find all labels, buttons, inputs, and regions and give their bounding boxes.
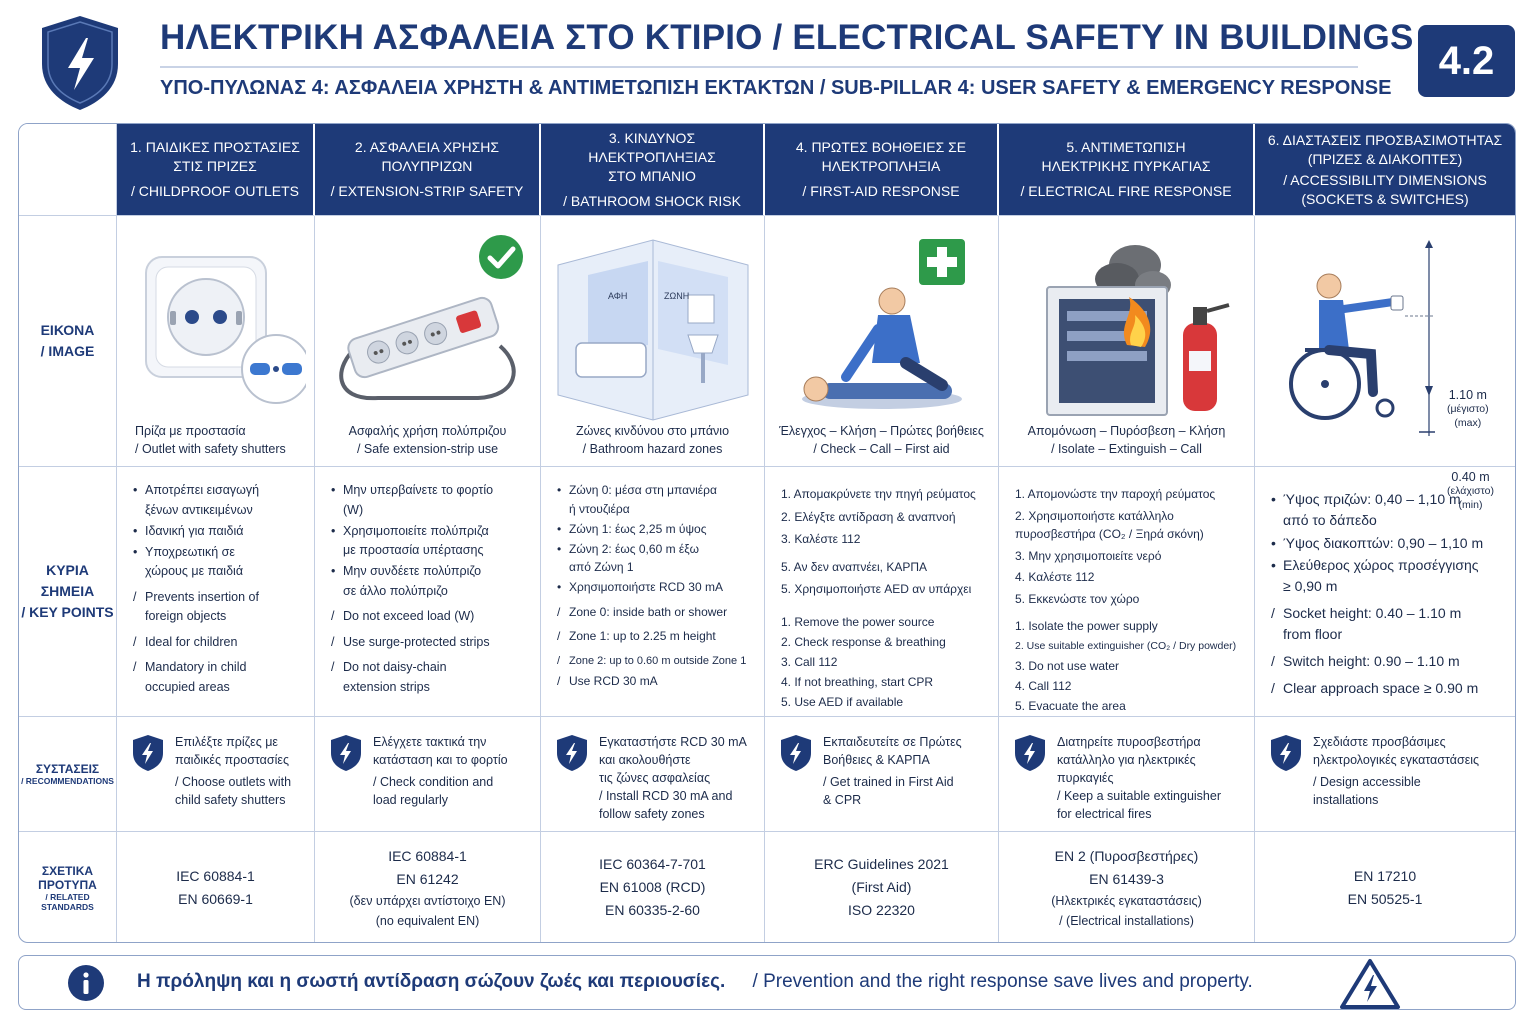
step-item-en: 3. Call 112	[781, 654, 838, 669]
step-item: 5. Αν δεν αναπνέει, ΚΑΡΠΑ	[781, 559, 928, 574]
recommendation-extension-strip	[315, 717, 541, 832]
svg-text:ΑΦΗ: ΑΦΗ	[607, 291, 627, 301]
step-item: 5. Εκκενώστε τον χώρο	[1015, 591, 1140, 606]
image-caption-en: / Outlet with safety shutters	[135, 442, 286, 456]
step-item-en: 1. Isolate the power supply	[1015, 619, 1158, 633]
key-point-en: / Zone 2: up to 0.60 m outside Zone 1	[557, 652, 754, 671]
key-point: • Ύψος διακοπτών: 0,90 – 1,10 m	[1271, 533, 1505, 554]
standard-item: ISO 22320	[848, 902, 915, 918]
image-caption-en: / Isolate – Extinguish – Call	[1051, 442, 1202, 456]
column-header-en: / FIRST-AID RESPONSE	[802, 183, 960, 199]
key-point: • Ζώνη 2: έως 0,60 m έξω από Ζώνη 1	[557, 540, 754, 577]
column-header-en: / ACCESSIBILITY DIMENSIONS (SOCKETS & SWITCHES)	[1283, 171, 1487, 207]
section-number-badge: 4.2	[1418, 25, 1515, 97]
image-caption-en: / Bathroom hazard zones	[582, 442, 723, 456]
column-header-gr: 2. ΑΣΦΑΛΕΙΑ ΧΡΗΣΗΣ ΠΟΛΥΠΡΙΖΩΝ	[354, 139, 500, 174]
image-caption-gr: Ασφαλής χρήση πολύπριζου	[348, 424, 507, 438]
table-corner	[19, 124, 117, 216]
row-label-recommendations	[19, 717, 117, 832]
key-point-en: / Use surge-protected strips	[331, 633, 530, 653]
step-item-en: 4. Call 112	[1015, 679, 1072, 693]
recommendation-en: / Get trained in First Aid & CPR	[823, 775, 954, 807]
recommendation-electrical-fire	[999, 717, 1255, 832]
page-subtitle: ΥΠΟ-ΠΥΛΩΝΑΣ 4: ΑΣΦΑΛΕΙΑ ΧΡΗΣΤΗ & ΑΝΤΙΜΕΤΩΠΙΣΗ ΕΚΤΑΚΤΩΝ / SUB-PILLAR 4: USER SAFETY & EMERGENCY RESPONSE	[160, 77, 1392, 99]
image-caption-en: / Check – Call – First aid	[813, 442, 950, 456]
image-caption-gr: Ζώνες κινδύνου στο μπάνιο	[575, 424, 730, 438]
step-item: 2. Χρησιμοποιήστε κατάλληλο πυροσβεστήρα (CO₂ / Ξηρά σκόνη)	[1015, 508, 1204, 541]
standard-item: EN 61439-3	[1089, 870, 1164, 887]
key-point-en: / Zone 1: up to 2.25 m height	[557, 627, 754, 646]
step-item-en: 2. Check response & breathing	[781, 634, 946, 649]
page-title: ΗΛΕΚΤΡΙΚΗ ΑΣΦΑΛΕΙΑ ΣΤΟ ΚΤΙΡΙΟ / ELECTRICAL SAFETY IN BUILDINGS	[160, 18, 1414, 57]
column-header-electrical-fire	[999, 124, 1255, 216]
key-point: • Ιδανική για παιδιά	[133, 522, 304, 542]
shield-bolt-icon	[131, 734, 165, 772]
key-point-en: / Ideal for children	[133, 633, 304, 653]
image-cell-outlet	[117, 216, 315, 467]
step-item-en: 5. Evacuate the area	[1015, 699, 1126, 713]
standards-electrical-fire	[999, 832, 1255, 943]
key-points-bathroom	[541, 467, 765, 717]
key-point: • Ύψος πριζών: 0,40 – 1,10 m από το δάπεδο	[1271, 489, 1505, 531]
column-header-gr: 6. ΔΙΑΣΤΑΣΕΙΣ ΠΡΟΣΒΑΣΙΜΟΤΗΤΑΣ (ΠΡΙΖΕΣ & ΔΙΑΚΟΠΤΕΣ)	[1267, 131, 1503, 167]
standards-extension-strip	[315, 832, 541, 943]
footer-message-en: / Prevention and the right response save lives and property.	[752, 971, 1253, 992]
key-point-en: / Do not daisy-chain extension strips	[331, 658, 530, 697]
min-height-label-en: (min)	[1458, 499, 1483, 511]
standard-item: EN 2 (Πυροσβεστήρες)	[1054, 847, 1199, 864]
recommendation-gr: Εκπαιδευτείτε σε Πρώτες Βοήθειες & ΚΑΡΠΑ	[823, 735, 962, 767]
column-header-gr: 5. ΑΝΤΙΜΕΤΩΠΙΣΗ ΗΛΕΚΤΡΙΚΗΣ ΠΥΡΚΑΓΙΑΣ	[1041, 139, 1211, 174]
standard-item: EN 61242	[396, 870, 459, 887]
step-item: 3. Καλέστε 112	[781, 532, 861, 546]
footer-message-gr: Η πρόληψη και η σωστή αντίδραση σώζουν ζωές και περιουσίες.	[137, 971, 726, 992]
row-label-en: / IMAGE	[40, 343, 95, 359]
standard-item: EN 17210	[1353, 867, 1417, 884]
cpr-illustration	[782, 281, 982, 421]
standards-bathroom	[541, 832, 765, 943]
recommendation-en: / Design accessible installations	[1313, 775, 1421, 807]
min-height-label-gr: (ελάχιστο)	[1447, 485, 1494, 497]
title-divider	[160, 66, 1358, 68]
shield-bolt-logo-icon	[38, 14, 122, 112]
key-point-en: / Prevents insertion of foreign objects	[133, 588, 304, 627]
safety-table	[18, 123, 1516, 943]
step-item-en: 4. If not breathing, start CPR	[781, 674, 934, 689]
image-cell-first-aid	[765, 216, 999, 467]
column-header-first-aid	[765, 124, 999, 216]
svg-text:ΖΩΝΗ: ΖΩΝΗ	[663, 291, 689, 301]
step-item: 2. Ελέγξτε αντίδραση & αναπνοή	[781, 509, 956, 524]
column-header-gr: 3. ΚΙΝΔΥΝΟΣ ΗΛΕΚΤΡΟΠΛΗΞΙΑΣ ΣΤΟ ΜΠΑΝΙΟ	[588, 129, 716, 184]
standard-item: (First Aid)	[851, 879, 912, 895]
electrical-fire-illustration	[1017, 235, 1237, 425]
recommendation-en: / Choose outlets with child safety shutters	[175, 775, 292, 807]
max-height-value: 1.10 m	[1448, 388, 1487, 402]
standard-item: IEC 60884-1	[388, 847, 467, 864]
column-header-en: / ELECTRICAL FIRE RESPONSE	[1020, 183, 1232, 199]
column-header-gr: 1. ΠΑΙΔΙΚΕΣ ΠΡΟΣΤΑΣΙΕΣ ΣΤΙΣ ΠΡΙΖΕΣ	[130, 139, 300, 174]
step-item-en: 1. Remove the power source	[781, 614, 935, 629]
image-cell-electrical-fire	[999, 216, 1255, 467]
footer-banner	[18, 955, 1516, 1010]
extension-strip-illustration	[328, 276, 528, 406]
column-header-en: / BATHROOM SHOCK RISK	[563, 192, 741, 209]
standards-first-aid	[765, 832, 999, 943]
step-item: 1. Απομακρύνετε την πηγή ρεύματος	[781, 487, 976, 501]
row-label-en: / KEY POINTS	[21, 604, 114, 620]
key-point: • Υποχρεωτική σε χώρους με παιδιά	[133, 543, 304, 582]
shield-bolt-icon	[555, 734, 589, 772]
image-caption-gr: Απομόνωση – Πυρόσβεση – Κλήση	[1027, 424, 1226, 438]
standards-outlet	[117, 832, 315, 943]
row-label-image	[19, 216, 117, 467]
recommendation-en: / Keep a suitable extinguisher for electrical fires	[1057, 789, 1221, 821]
column-header-extension-strip	[315, 124, 541, 216]
key-point: • Μην συνδέετε πολύπριζο σε άλλο πολύπριζο	[331, 562, 530, 601]
shield-bolt-icon	[1013, 734, 1047, 772]
key-point-en: / Switch height: 0.90 – 1.10 m	[1271, 651, 1505, 672]
row-label-gr: ΕΙΚΟΝΑ	[40, 322, 95, 338]
image-cell-bathroom	[541, 216, 765, 467]
image-caption-gr: Έλεγχος – Κλήση – Πρώτες βοήθειες	[779, 424, 984, 438]
key-points-electrical-fire	[999, 467, 1255, 717]
key-points-first-aid	[765, 467, 999, 717]
column-header-gr: 4. ΠΡΩΤΕΣ ΒΟΗΘΕΙΕΣ ΣΕ ΗΛΕΚΤΡΟΠΛΗΞΙΑ	[795, 139, 967, 174]
column-header-childproof-outlets	[117, 124, 315, 216]
standard-item: EN 60669-1	[178, 890, 253, 907]
key-points-extension-strip	[315, 467, 541, 717]
key-point-en: / Clear approach space ≥ 0.90 m	[1271, 678, 1505, 699]
key-point-en: / Use RCD 30 mA	[557, 672, 754, 691]
standard-item: IEC 60364-7-701	[599, 856, 706, 872]
recommendation-gr: Διατηρείτε πυροσβεστήρα κατάλληλο για ηλεκτρικές πυρκαγιές	[1057, 735, 1201, 785]
standard-item: EN 60335-2-60	[605, 902, 700, 918]
max-height-label-en: (max)	[1454, 417, 1482, 429]
row-label-en: / RELATED STANDARDS	[41, 891, 94, 912]
row-label-standards	[19, 832, 117, 943]
standard-note: (δεν υπάρχει αντίστοιχο EN)	[349, 893, 506, 908]
standard-note: / (Electrical installations)	[1059, 913, 1194, 928]
max-height-label	[1447, 388, 1489, 430]
recommendation-outlet	[117, 717, 315, 832]
image-caption-gr: Πρίζα με προστασία	[135, 424, 246, 438]
row-label-en: / RECOMMENDATIONS	[21, 776, 114, 786]
min-height-value: 0.40 m	[1451, 470, 1490, 484]
key-point: • Αποτρέπει εισαγωγή ξένων αντικειμένων	[133, 481, 304, 520]
row-label-gr: ΣΥΣΤΑΣΕΙΣ	[35, 762, 100, 776]
row-label-gr: ΣΧΕΤΙΚΑ ΠΡΟΤΥΠΑ	[38, 863, 97, 892]
key-point: • Ελεύθερος χώρος προσέγγισης ≥ 0,90 m	[1271, 555, 1505, 597]
recommendation-bathroom	[541, 717, 765, 832]
key-point: • Ζώνη 1: έως 2,25 m ύψος	[557, 520, 754, 539]
key-point: • Μην υπερβαίνετε το φορτίο (W)	[331, 481, 530, 520]
key-point: • Χρησιμοποιήστε RCD 30 mA	[557, 578, 754, 597]
recommendation-gr: Σχεδιάστε προσβάσιμες ηλεκτρολογικές εγκαταστάσεις	[1313, 735, 1480, 767]
column-header-en: / CHILDPROOF OUTLETS	[130, 183, 300, 199]
shield-bolt-icon	[1269, 734, 1303, 772]
recommendation-accessibility	[1255, 717, 1515, 832]
recommendation-gr: Επιλέξτε πρίζες με παιδικές προστασίες	[175, 735, 289, 767]
bathroom-zones-illustration	[548, 235, 758, 425]
shield-bolt-icon	[779, 734, 813, 772]
shield-bolt-icon	[329, 734, 363, 772]
standard-item: EN 61008 (RCD)	[599, 879, 706, 895]
key-point: • Ζώνη 0: μέσα στη μπανιέρα ή ντουζιέρα	[557, 481, 754, 518]
key-point-en: / Zone 0: inside bath or shower	[557, 603, 754, 622]
key-point: • Χρησιμοποιείτε πολύπριζα με προστασία υπέρτασης	[331, 522, 530, 561]
max-height-label-gr: (μέγιστο)	[1447, 403, 1489, 415]
high-voltage-warning-icon	[1339, 958, 1401, 1010]
footer-message	[137, 971, 1253, 993]
step-item-en: 5. Use AED if available	[781, 694, 904, 709]
recommendation-en: / Check condition and load regularly	[373, 775, 494, 807]
step-item: 4. Καλέστε 112	[1015, 570, 1095, 584]
standard-item: EN 50525-1	[1347, 890, 1423, 907]
recommendation-gr: Ελέγχετε τακτικά την κατάσταση και το φορτίο	[373, 735, 508, 767]
key-points-accessibility	[1255, 467, 1515, 717]
key-point-en: / Socket height: 0.40 – 1.10 m from floor	[1271, 603, 1505, 645]
row-label-key-points	[19, 467, 117, 717]
column-header-bathroom-shock	[541, 124, 765, 216]
step-item: 1. Απομονώστε την παροχή ρεύματος	[1015, 487, 1216, 501]
step-item: 3. Μην χρησιμοποιείτε νερό	[1015, 548, 1162, 563]
standard-item: ERC Guidelines 2021	[814, 856, 949, 872]
info-icon	[67, 964, 105, 1002]
childproof-outlet-illustration	[126, 239, 306, 409]
key-point-en: / Do not exceed load (W)	[331, 607, 530, 627]
step-item: 5. Χρησιμοποιήστε AED αν υπάρχει	[781, 582, 972, 596]
height-dimension-lines	[1405, 236, 1435, 446]
recommendation-en: / Install RCD 30 mA and follow safety zones	[599, 789, 733, 821]
standard-note: (Ηλεκτρικές εγκαταστάσεις)	[1051, 893, 1202, 908]
recommendation-first-aid	[765, 717, 999, 832]
key-point-en: / Mandatory in child occupied areas	[133, 658, 304, 697]
standards-accessibility	[1255, 832, 1515, 943]
image-cell-extension-strip	[315, 216, 541, 467]
standard-note: (no equivalent EN)	[375, 913, 480, 928]
column-header-en: / EXTENSION-STRIP SAFETY	[330, 183, 524, 199]
row-label-gr: ΚΥΡΙΑ ΣΗΜΕΙΑ	[40, 562, 95, 599]
step-item-en: 2. Use suitable extinguisher (CO₂ / Dry powder)	[1015, 640, 1237, 652]
image-caption-en: / Safe extension-strip use	[356, 442, 499, 456]
recommendation-gr: Εγκαταστήστε RCD 30 mA και ακολουθήστε τις ζώνες ασφαλείας	[599, 735, 747, 785]
step-item-en: 3. Do not use water	[1015, 659, 1120, 673]
key-points-outlet	[117, 467, 315, 717]
column-header-accessibility	[1255, 124, 1515, 216]
standard-item: IEC 60884-1	[176, 867, 255, 884]
